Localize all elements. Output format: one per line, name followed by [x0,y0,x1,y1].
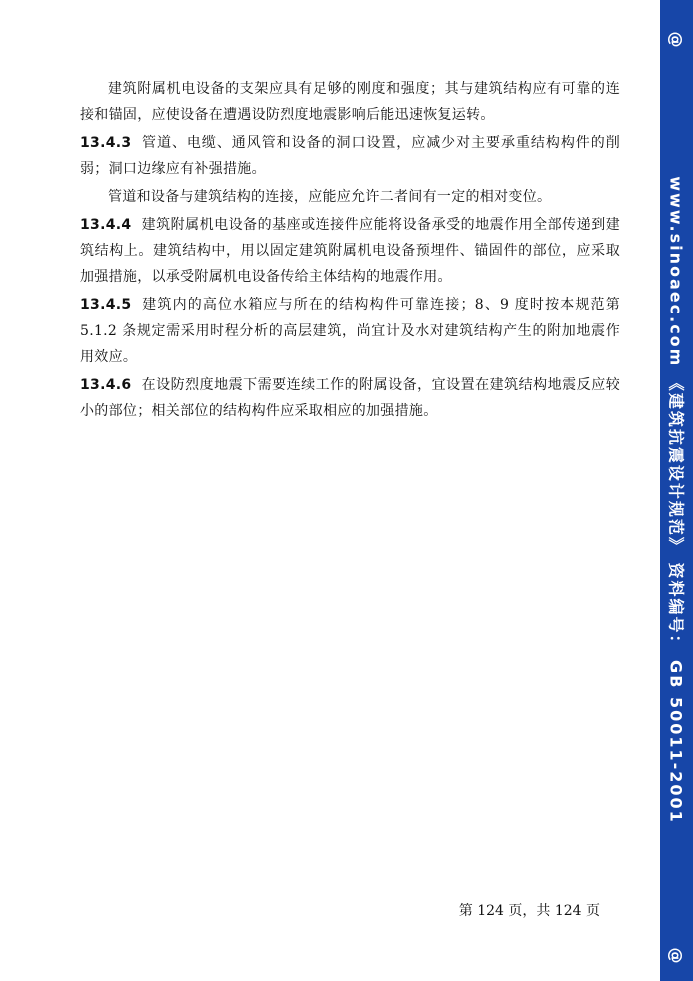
clause-number: 13.4.3 [80,135,132,151]
clause-13-4-3 [80,130,620,182]
document-body [80,76,620,426]
paragraph-support [80,76,620,128]
clause-text: 建筑内的高位水箱应与所在的结构构件可靠连接；8、9 度时按本规范第 5.1.2 条规定需采用时程分析的高层建筑，尚宜计及水对建筑结构产生的附加地震作用效应。 [80,297,620,365]
paragraph-text: 建筑附属机电设备的支架应具有足够的刚度和强度；其与建筑结构应有可靠的连接和锚固，应使设备在遭遇设防烈度地震影响后能迅速恢复运转。 [80,81,620,123]
clause-number: 13.4.4 [80,217,132,233]
sidebar-watermark [660,0,693,981]
sidebar-text-box [660,60,693,940]
at-symbol-bottom: @ [667,947,686,964]
sidebar-text: www.sinoaec.com 《建筑抗震设计规范》 资料编号： GB 50011-2001 [666,176,685,824]
paragraph-text: 管道和设备与建筑结构的连接，应能应允许二者间有一定的相对变位。 [108,189,552,205]
clause-13-4-6 [80,372,620,424]
clause-number: 13.4.6 [80,377,132,393]
clause-text: 管道、电缆、通风管和设备的洞口设置，应减少对主要承重结构构件的削弱；洞口边缘应有补强措施。 [80,135,620,177]
paragraph-connection [80,184,620,210]
at-symbol-top: @ [667,31,686,48]
clause-text: 在设防烈度地震下需要连续工作的附属设备，宜设置在建筑结构地震反应较小的部位；相关部位的结构构件应采取相应的加强措施。 [80,377,620,419]
clause-13-4-4 [80,212,620,290]
clause-number: 13.4.5 [80,297,132,313]
clause-13-4-5 [80,292,620,370]
page-number: 第 124 页，共 124 页 [458,903,600,919]
clause-text: 建筑附属机电设备的基座或连接件应能将设备承受的地震作用全部传递到建筑结构上。建筑结构中，用以固定建筑附属机电设备预埋件、锚固件的部位，应采取加强措施，以承受附属机电设备传给主体结构的地震作用。 [80,217,620,285]
